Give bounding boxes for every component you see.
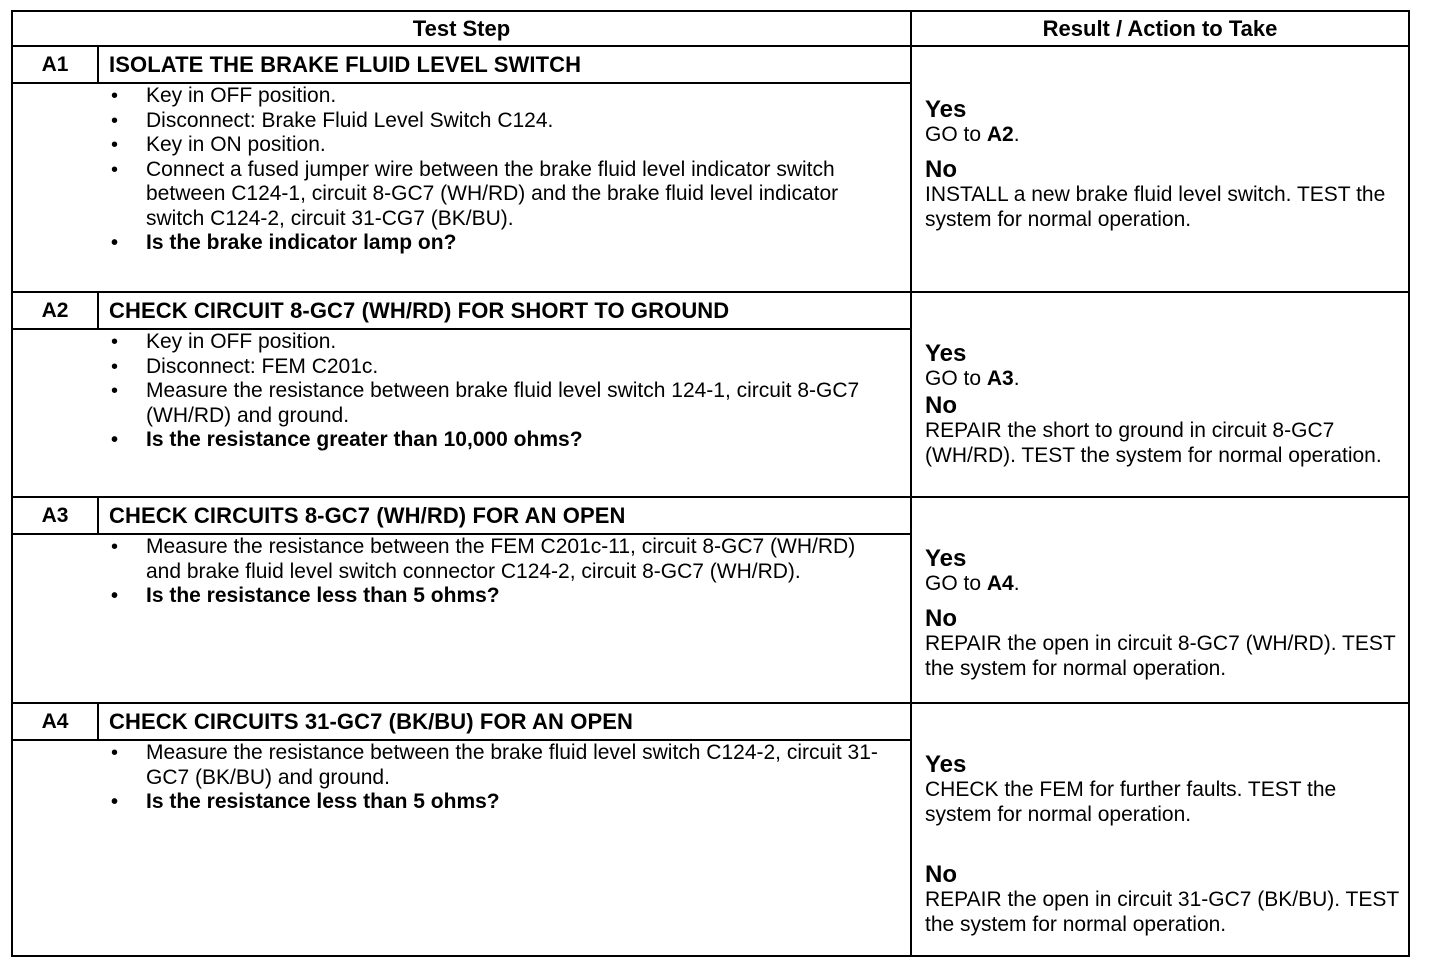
test-step-a2: [13, 293, 1408, 498]
no-label: No: [925, 156, 957, 183]
list-item: • Disconnect: FEM C201c.: [105, 355, 885, 380]
yes-label: Yes: [925, 751, 967, 778]
result-yes: [925, 341, 1405, 392]
step-id: A2: [13, 293, 99, 328]
step-title-bar: [13, 47, 910, 84]
step-id: A1: [13, 47, 99, 82]
header-result-action: Result / Action to Take: [1042, 16, 1278, 41]
header-test-step: Test Step: [412, 16, 511, 41]
no-label: No: [925, 861, 957, 888]
step-title-bar: [13, 293, 910, 330]
result-yes: [925, 752, 1405, 827]
table-header: [13, 12, 1408, 47]
step-id: A3: [13, 498, 99, 533]
result-no: [925, 606, 1405, 681]
yes-label: Yes: [925, 545, 967, 572]
result-yes: [925, 97, 1405, 148]
step-link: A3: [986, 367, 1014, 390]
no-action: REPAIR the open in circuit 8-GC7 (WH/RD). TEST the system for normal operation.: [925, 632, 1396, 680]
step-title: ISOLATE THE BRAKE FLUID LEVEL SWITCH: [109, 52, 582, 77]
no-action: REPAIR the short to ground in circuit 8-GC7 (WH/RD). TEST the system for normal operation.: [925, 419, 1382, 467]
list-item: • Disconnect: Brake Fluid Level Switch C124.: [105, 109, 885, 134]
step-question: • Is the brake indicator lamp on?: [105, 231, 885, 256]
result-no: [925, 393, 1405, 468]
step-id: A4: [13, 704, 99, 739]
list-item: • Key in OFF position.: [105, 84, 885, 109]
step-title: CHECK CIRCUITS 31-GC7 (BK/BU) FOR AN OPEN: [109, 709, 633, 734]
no-action: REPAIR the open in circuit 31-GC7 (BK/BU). TEST the system for normal operation.: [925, 888, 1399, 936]
step-instructions: [105, 535, 885, 609]
step-instructions: [105, 84, 885, 256]
step-title-bar: [13, 498, 910, 535]
no-label: No: [925, 392, 957, 419]
list-item: • Connect a fused jumper wire between the brake fluid level indicator switch between C124-1, circuit 8-GC7 (WH/RD) and the brake fluid level indicator switch C124-2, circuit 31-CG7 (BK/BU).: [105, 158, 885, 232]
diagnostic-table: [11, 10, 1410, 957]
step-title: CHECK CIRCUIT 8-GC7 (WH/RD) FOR SHORT TO GROUND: [109, 298, 730, 323]
result-yes: [925, 546, 1405, 597]
step-link: A4: [986, 572, 1014, 595]
test-step-a3: [13, 498, 1408, 704]
yes-action: CHECK the FEM for further faults. TEST the system for normal operation.: [925, 778, 1337, 826]
step-instructions: [105, 330, 885, 453]
result-no: [925, 862, 1405, 937]
step-question: • Is the resistance less than 5 ohms?: [105, 584, 885, 609]
step-link: A2: [986, 123, 1014, 146]
step-question: • Is the resistance greater than 10,000 ohms?: [105, 428, 885, 453]
list-item: • Measure the resistance between the FEM C201c-11, circuit 8-GC7 (WH/RD) and brake fluid level switch connector C124-2, circuit 8-GC7 (WH/RD).: [105, 535, 885, 584]
no-action: INSTALL a new brake fluid level switch. TEST the system for normal operation.: [925, 183, 1386, 231]
no-label: No: [925, 605, 957, 632]
test-step-a4: [13, 704, 1408, 955]
step-title-bar: [13, 704, 910, 741]
list-item: • Key in OFF position.: [105, 330, 885, 355]
yes-action: GO to A4.: [925, 572, 1020, 595]
yes-label: Yes: [925, 340, 967, 367]
list-item: • Key in ON position.: [105, 133, 885, 158]
step-instructions: [105, 741, 885, 815]
yes-action: GO to A2.: [925, 123, 1020, 146]
test-step-a1: [13, 47, 1408, 293]
yes-label: Yes: [925, 96, 967, 123]
yes-action: GO to A3.: [925, 367, 1020, 390]
list-item: • Measure the resistance between brake fluid level switch 124-1, circuit 8-GC7 (WH/RD) and ground.: [105, 379, 885, 428]
step-question: • Is the resistance less than 5 ohms?: [105, 790, 885, 815]
list-item: • Measure the resistance between the brake fluid level switch C124-2, circuit 31-GC7 (BK/BU) and ground.: [105, 741, 885, 790]
result-no: [925, 157, 1405, 232]
step-title: CHECK CIRCUITS 8-GC7 (WH/RD) FOR AN OPEN: [109, 503, 626, 528]
